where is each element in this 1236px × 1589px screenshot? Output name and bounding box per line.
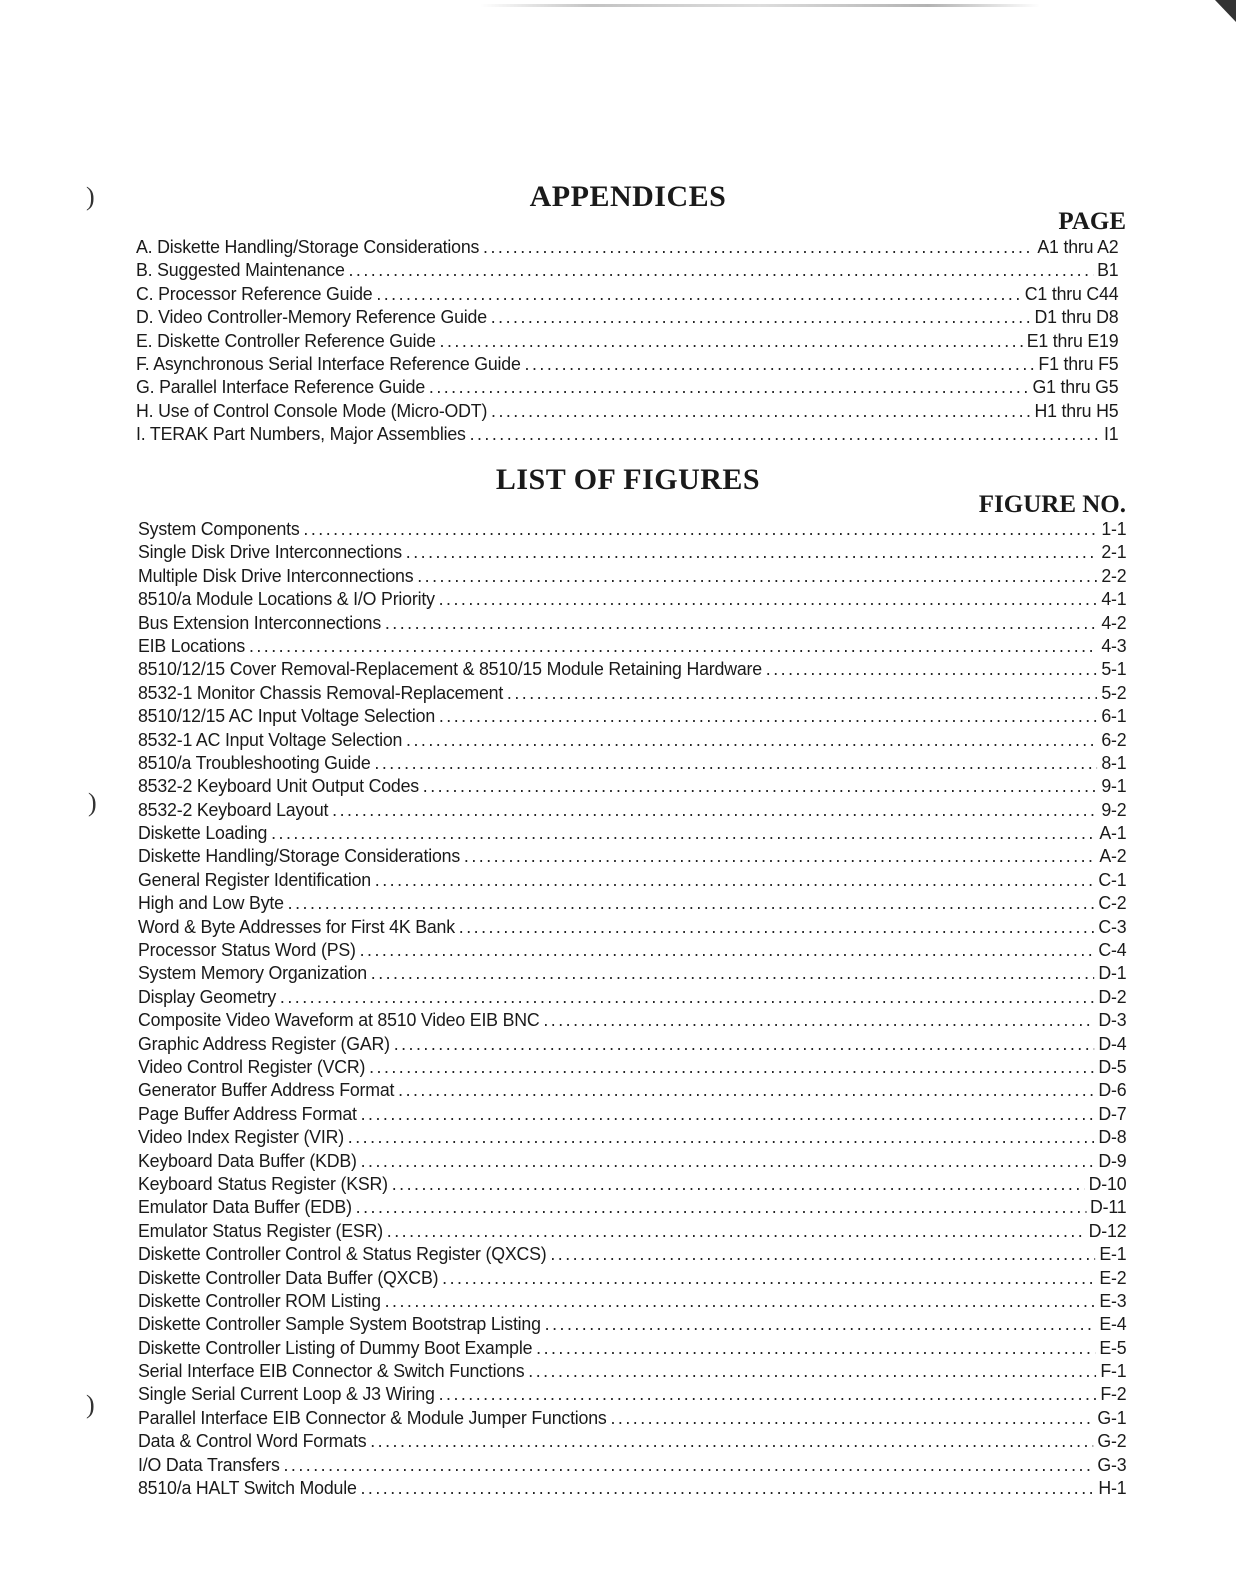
entry-title: Emulator Data Buffer (EDB) (138, 1196, 352, 1218)
entry-title: E. Diskette Controller Reference Guide (136, 329, 436, 351)
entry-page: G-1 (1097, 1406, 1127, 1428)
entry-page: D-4 (1098, 1032, 1127, 1054)
dot-leader (525, 353, 1035, 375)
dot-leader (371, 962, 1095, 984)
entry-title: High and Low Byte (138, 892, 284, 914)
entry-page: D-11 (1089, 1196, 1127, 1218)
dot-leader (387, 1220, 1085, 1242)
entry-page: D-3 (1098, 1009, 1127, 1031)
entry-page: I1 (1103, 423, 1119, 445)
entry-page: G1 thru G5 (1032, 376, 1119, 398)
dot-leader (550, 1243, 1095, 1265)
dot-leader (766, 658, 1098, 680)
entry-page: F-1 (1100, 1360, 1127, 1382)
dot-leader (394, 1033, 1095, 1055)
figure-entry (138, 705, 1126, 728)
entry-page: 5-2 (1101, 681, 1127, 703)
entry-title: 8510/12/15 AC Input Voltage Selection (138, 705, 436, 727)
entry-title: G. Parallel Interface Reference Guide (136, 376, 426, 398)
figure-entry (138, 1196, 1126, 1219)
entry-title: Data & Control Word Formats (138, 1430, 367, 1452)
entry-page: C-4 (1098, 939, 1127, 961)
figure-entry (138, 1220, 1126, 1243)
entry-title: Diskette Controller Sample System Bootstrap Listing (138, 1313, 541, 1335)
entry-page: C-2 (1098, 892, 1127, 914)
appendix-entry (136, 306, 1118, 329)
entry-title: Single Serial Current Loop & J3 Wiring (138, 1383, 435, 1405)
figure-entry (138, 1056, 1126, 1079)
entry-page: D1 thru D8 (1034, 306, 1119, 328)
dot-leader (356, 1196, 1086, 1218)
entry-title: Generator Buffer Address Format (138, 1079, 395, 1101)
entry-title: 8532-2 Keyboard Layout (138, 798, 329, 820)
appendices-title: APPENDICES (529, 180, 727, 213)
entry-title: Video Index Register (VIR) (138, 1126, 344, 1148)
entry-title: 8510/a Troubleshooting Guide (138, 751, 371, 773)
dot-leader (349, 259, 1094, 281)
dot-leader (406, 541, 1098, 563)
figure-entry (138, 1173, 1126, 1196)
entry-title: 8510/a HALT Switch Module (138, 1477, 357, 1499)
dot-leader (385, 612, 1098, 634)
entry-title: I. TERAK Part Numbers, Major Assemblies (136, 423, 466, 445)
entry-page: D-5 (1098, 1055, 1127, 1077)
scan-artifact (480, 4, 1040, 7)
entry-page: C1 thru C44 (1024, 282, 1119, 304)
entry-page: B1 (1097, 259, 1119, 281)
entry-page: A-2 (1099, 845, 1127, 867)
entry-title: I/O Data Transfers (138, 1453, 280, 1475)
dot-leader (370, 1430, 1093, 1452)
figure-entry (138, 729, 1126, 752)
entry-title: Video Control Register (VCR) (138, 1055, 366, 1077)
entry-page: A-1 (1099, 822, 1127, 844)
dot-leader (491, 400, 1031, 422)
dot-leader (459, 916, 1095, 938)
dot-leader (360, 1477, 1094, 1499)
appendix-entry (136, 400, 1118, 423)
entry-title: EIB Locations (138, 634, 246, 656)
entry-title: Diskette Handling/Storage Considerations (138, 845, 461, 867)
dot-leader (348, 1126, 1095, 1148)
entry-page: 5-1 (1101, 658, 1127, 680)
entry-title: Parallel Interface EIB Connector & Module Jumper Functions (138, 1406, 607, 1428)
dot-leader (392, 1173, 1085, 1195)
entry-title: Diskette Controller Control & Status Register (QXCS) (138, 1243, 547, 1265)
entry-page: D-12 (1088, 1219, 1127, 1241)
entry-page: E-5 (1099, 1336, 1127, 1358)
dot-leader (360, 939, 1095, 961)
dot-leader (369, 1056, 1094, 1078)
figure-entry (138, 986, 1126, 1009)
entry-page: 8-1 (1101, 751, 1127, 773)
appendix-entry (136, 259, 1118, 282)
entry-page: E-1 (1099, 1243, 1127, 1265)
entry-title: Keyboard Data Buffer (KDB) (138, 1149, 357, 1171)
figure-entry (138, 845, 1126, 868)
dot-leader (361, 1150, 1095, 1172)
dot-leader (283, 1454, 1093, 1476)
dot-leader (249, 635, 1098, 657)
appendix-entry (136, 423, 1118, 446)
figure-entry (138, 916, 1126, 939)
figure-entry (138, 1290, 1126, 1313)
entry-title: F. Asynchronous Serial Interface Reference Guide (136, 352, 521, 374)
figure-entry (138, 541, 1126, 564)
entry-page: 4-2 (1101, 611, 1127, 633)
figure-entry (138, 565, 1126, 588)
dot-leader (303, 518, 1097, 540)
entry-page: F-2 (1100, 1383, 1127, 1405)
dot-leader (429, 376, 1029, 398)
dot-leader (442, 1267, 1095, 1289)
entry-title: C. Processor Reference Guide (136, 282, 373, 304)
entry-title: Composite Video Waveform at 8510 Video EIB BNC (138, 1009, 540, 1031)
entry-title: Diskette Controller ROM Listing (138, 1289, 381, 1311)
entry-page: C-1 (1098, 868, 1127, 890)
dot-leader (288, 892, 1095, 914)
entry-page: 2-1 (1101, 541, 1127, 563)
dot-leader (361, 1103, 1095, 1125)
figure-entry (138, 1079, 1126, 1102)
figure-entry (138, 658, 1126, 681)
dot-leader (528, 1360, 1096, 1382)
appendices-page-header: PAGE (1058, 208, 1126, 235)
entry-title: Graphic Address Register (GAR) (138, 1032, 390, 1054)
entry-page: G-2 (1097, 1430, 1127, 1452)
figure-entry (138, 822, 1126, 845)
dot-leader (271, 822, 1095, 844)
entry-page: E-4 (1099, 1313, 1127, 1335)
entry-title: Page Buffer Address Format (138, 1102, 357, 1124)
figure-entry (138, 1407, 1126, 1430)
entry-title: B. Suggested Maintenance (136, 259, 345, 281)
entry-page: D-2 (1098, 985, 1127, 1007)
appendix-entry (136, 376, 1118, 399)
figure-entry (138, 1383, 1126, 1406)
dot-leader (610, 1407, 1093, 1429)
appendices-list (136, 236, 1120, 447)
figure-entry (138, 1430, 1126, 1453)
dot-leader (491, 306, 1031, 328)
figure-entry (138, 1103, 1126, 1126)
entry-page: 1-1 (1101, 518, 1127, 539)
appendix-entry (136, 330, 1118, 353)
entry-page: A1 thru A2 (1037, 236, 1119, 257)
entry-title: 8510/12/15 Cover Removal-Replacement & 8510/15 Module Retaining Hardware (138, 658, 762, 680)
figure-entry (138, 869, 1126, 892)
dot-leader (439, 588, 1098, 610)
dot-leader (483, 236, 1034, 258)
dot-leader (464, 845, 1096, 867)
scan-corner-artifact (1206, 0, 1236, 22)
entry-page: D-1 (1098, 962, 1127, 984)
entry-page: 4-1 (1101, 588, 1127, 610)
figure-entry (138, 1150, 1126, 1173)
entry-title: A. Diskette Handling/Storage Considerations (136, 236, 480, 257)
entry-page: E-3 (1099, 1289, 1127, 1311)
entry-title: Keyboard Status Register (KSR) (138, 1172, 388, 1194)
figure-entry (138, 518, 1126, 541)
figure-entry (138, 939, 1126, 962)
entry-page: 2-2 (1101, 564, 1127, 586)
appendix-entry (136, 353, 1118, 376)
entry-title: Diskette Controller Data Buffer (QXCB) (138, 1266, 439, 1288)
entry-title: Multiple Disk Drive Interconnections (138, 564, 414, 586)
entry-page: D-6 (1098, 1079, 1127, 1101)
entry-page: 4-3 (1101, 634, 1127, 656)
entry-page: E-2 (1099, 1266, 1127, 1288)
entry-title: Word & Byte Addresses for First 4K Bank (138, 915, 455, 937)
entry-page: E1 thru E19 (1026, 329, 1119, 351)
entry-title: 8532-2 Keyboard Unit Output Codes (138, 775, 419, 797)
entry-title: 8510/a Module Locations & I/O Priority (138, 588, 435, 610)
entry-title: H. Use of Control Console Mode (Micro-ODT) (136, 399, 488, 421)
figure-entry (138, 612, 1126, 635)
entry-page: 6-2 (1101, 728, 1127, 750)
figure-entry (138, 1360, 1126, 1383)
dot-leader (385, 1290, 1096, 1312)
dot-leader (417, 565, 1097, 587)
figure-entry (138, 635, 1126, 658)
entry-page: G-3 (1097, 1453, 1127, 1475)
figure-entry (138, 892, 1126, 915)
figure-entry (138, 1477, 1126, 1500)
entry-title: 8532-1 Monitor Chassis Removal-Replacement (138, 681, 504, 703)
entry-page: H-1 (1098, 1477, 1127, 1499)
binding-hole-mark: ) (88, 788, 97, 817)
entry-title: General Register Identification (138, 868, 371, 890)
dot-leader (543, 1009, 1094, 1031)
entry-title: Display Geometry (138, 985, 277, 1007)
dot-leader (470, 423, 1101, 445)
entry-title: Processor Status Word (PS) (138, 939, 356, 961)
dot-leader (423, 775, 1098, 797)
entry-page: 6-1 (1101, 705, 1127, 727)
appendix-entry (136, 283, 1118, 306)
entry-title: System Memory Organization (138, 962, 367, 984)
entry-page: C-3 (1098, 915, 1127, 937)
entry-title: Diskette Loading (138, 822, 268, 844)
figure-entry (138, 1126, 1126, 1149)
dot-leader (406, 729, 1097, 751)
figure-entry (138, 752, 1126, 775)
figure-entry (138, 799, 1126, 822)
entry-page: 9-2 (1101, 798, 1127, 820)
entry-page: D-10 (1088, 1172, 1127, 1194)
entry-page: D-7 (1098, 1102, 1127, 1124)
entry-page: 9-1 (1101, 775, 1127, 797)
binding-hole-mark: ) (86, 182, 95, 211)
appendix-entry (136, 236, 1118, 259)
dot-leader (440, 330, 1023, 352)
entry-page: D-9 (1098, 1149, 1127, 1171)
dot-leader (376, 283, 1021, 305)
figure-entry (138, 1033, 1126, 1056)
dot-leader (536, 1337, 1095, 1359)
figure-entry (138, 1313, 1126, 1336)
dot-leader (398, 1079, 1094, 1101)
dot-leader (507, 682, 1098, 704)
dot-leader (439, 705, 1098, 727)
figures-number-header: FIGURE NO. (978, 491, 1126, 518)
dot-leader (332, 799, 1097, 821)
figure-entry (138, 682, 1126, 705)
entry-title: Single Disk Drive Interconnections (138, 541, 402, 563)
figure-entry (138, 588, 1126, 611)
figure-entry (138, 1009, 1126, 1032)
figures-list (138, 518, 1128, 1500)
entry-title: System Components (138, 518, 300, 539)
figure-entry (138, 1267, 1126, 1290)
figures-title: LIST OF FIGURES (495, 463, 761, 496)
dot-leader (375, 869, 1095, 891)
entry-title: Serial Interface EIB Connector & Switch Functions (138, 1360, 525, 1382)
entry-page: F1 thru F5 (1038, 352, 1119, 374)
entry-page: H1 thru H5 (1034, 399, 1119, 421)
figure-entry (138, 775, 1126, 798)
figure-entry (138, 1243, 1126, 1266)
entry-title: Diskette Controller Listing of Dummy Boot Example (138, 1336, 533, 1358)
dot-leader (545, 1313, 1096, 1335)
entry-title: D. Video Controller-Memory Reference Guide (136, 306, 487, 328)
entry-title: Bus Extension Interconnections (138, 611, 382, 633)
figure-entry (138, 962, 1126, 985)
dot-leader (280, 986, 1095, 1008)
entry-page: D-8 (1098, 1126, 1127, 1148)
entry-title: 8532-1 AC Input Voltage Selection (138, 728, 403, 750)
dot-leader (374, 752, 1097, 774)
dot-leader (439, 1383, 1097, 1405)
figure-entry (138, 1454, 1126, 1477)
figure-entry (138, 1337, 1126, 1360)
entry-title: Emulator Status Register (ESR) (138, 1219, 383, 1241)
binding-hole-mark: ) (86, 1390, 95, 1419)
